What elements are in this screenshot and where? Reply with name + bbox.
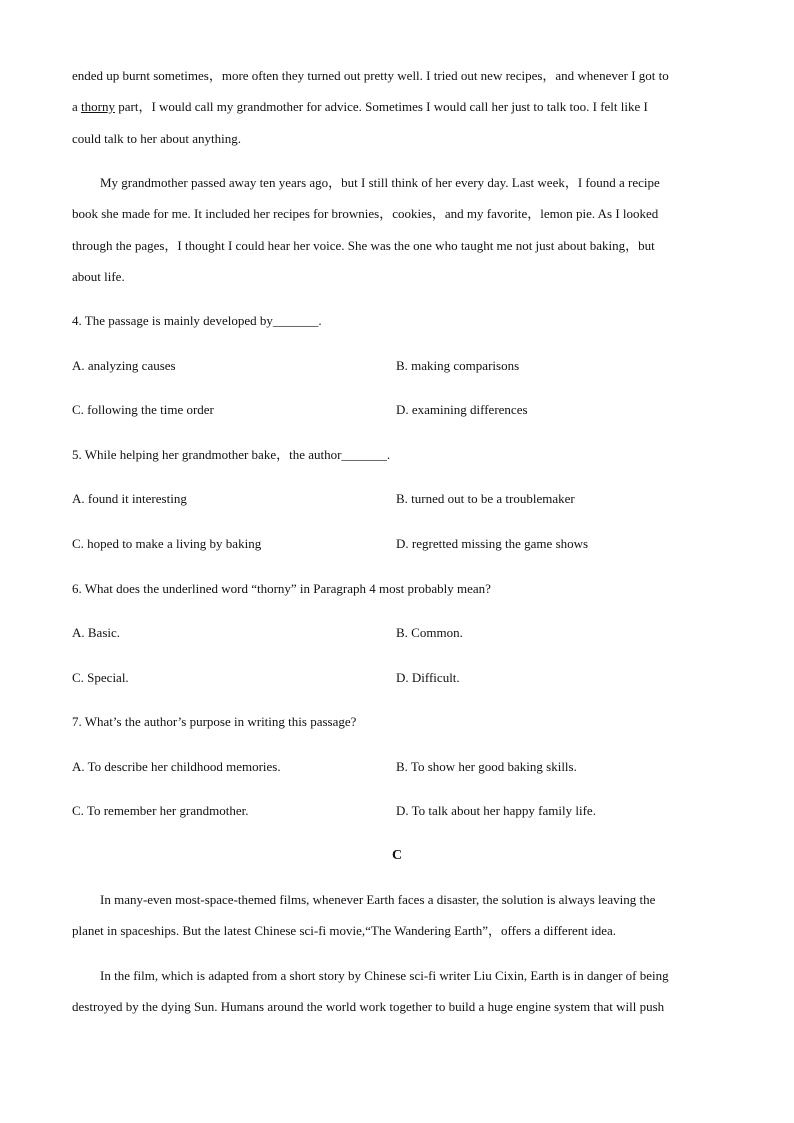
question-4-stem: 4. The passage is mainly developed by_______.: [72, 313, 322, 328]
question-7-stem: 7. What’s the author’s purpose in writing this passage?: [72, 714, 357, 729]
question-4-option-c: C. following the time order: [72, 402, 214, 417]
section-c-paragraph-2-line-2: destroyed by the dying Sun. Humans around the world work together to build a huge engine system that will push: [72, 999, 665, 1014]
question-6-option-a: A. Basic.: [72, 625, 121, 640]
question-7-option-c: C. To remember her grandmother.: [72, 803, 249, 818]
paragraph-4-line-1: ended up burnt sometimes，more often they turned out pretty well. I tried out new recipes，and whenever I got to: [72, 68, 669, 83]
question-5-stem: 5. While helping her grandmother bake，the author_______.: [72, 447, 391, 462]
paragraph-5-line-3: through the pages，I thought I could hear her voice. She was the one who taught me not just about baking，but: [72, 238, 655, 253]
paragraph-5-line-1: My grandmother passed away ten years ago，but I still think of her every day. Last week，I found a recipe: [100, 175, 660, 190]
paragraph-5-line-2: book she made for me. It included her recipes for brownies，cookies，and my favorite，lemon pie. As I looked: [72, 206, 659, 221]
question-7-option-d: D. To talk about her happy family life.: [396, 803, 596, 818]
question-6-option-b: B. Common.: [396, 625, 463, 640]
section-c-paragraph-1-line-2: planet in spaceships. But the latest Chinese sci-fi movie,“The Wandering Earth”，offers a different idea.: [72, 923, 617, 938]
section-c-paragraph-1-line-1: In many-even most-space-themed films, whenever Earth faces a disaster, the solution is always leaving the: [100, 892, 656, 907]
text-segment: a: [72, 99, 82, 114]
question-6-option-d: D. Difficult.: [396, 670, 460, 685]
question-5-option-c: C. hoped to make a living by baking: [72, 536, 262, 551]
paragraph-5-line-4: about life.: [72, 269, 125, 284]
question-4-option-a: A. analyzing causes: [72, 358, 176, 373]
question-7-option-a: A. To describe her childhood memories.: [72, 759, 281, 774]
text-segment: part，I would call my grandmother for advice. Sometimes I would call her just to talk too. I felt like I: [114, 99, 648, 114]
underlined-word-thorny: thorny: [81, 99, 115, 114]
question-4-option-d: D. examining differences: [396, 402, 528, 417]
question-5-option-d: D. regretted missing the game shows: [396, 536, 589, 551]
question-6-option-c: C. Special.: [72, 670, 129, 685]
question-6-stem: 6. What does the underlined word “thorny” in Paragraph 4 most probably mean?: [72, 581, 491, 596]
paragraph-4-line-3: could talk to her about anything.: [72, 131, 241, 146]
question-7-option-b: B. To show her good baking skills.: [396, 759, 577, 774]
question-5-option-a: A. found it interesting: [72, 491, 187, 506]
paragraph-4-line-2: [72, 99, 648, 115]
section-c-paragraph-2-line-1: In the film, which is adapted from a short story by Chinese sci-fi writer Liu Cixin, Earth is in danger of being: [100, 968, 669, 983]
question-5-option-b: B. turned out to be a troublemaker: [396, 491, 575, 506]
question-4-option-b: B. making comparisons: [396, 358, 520, 373]
section-c-title: C: [391, 848, 403, 863]
